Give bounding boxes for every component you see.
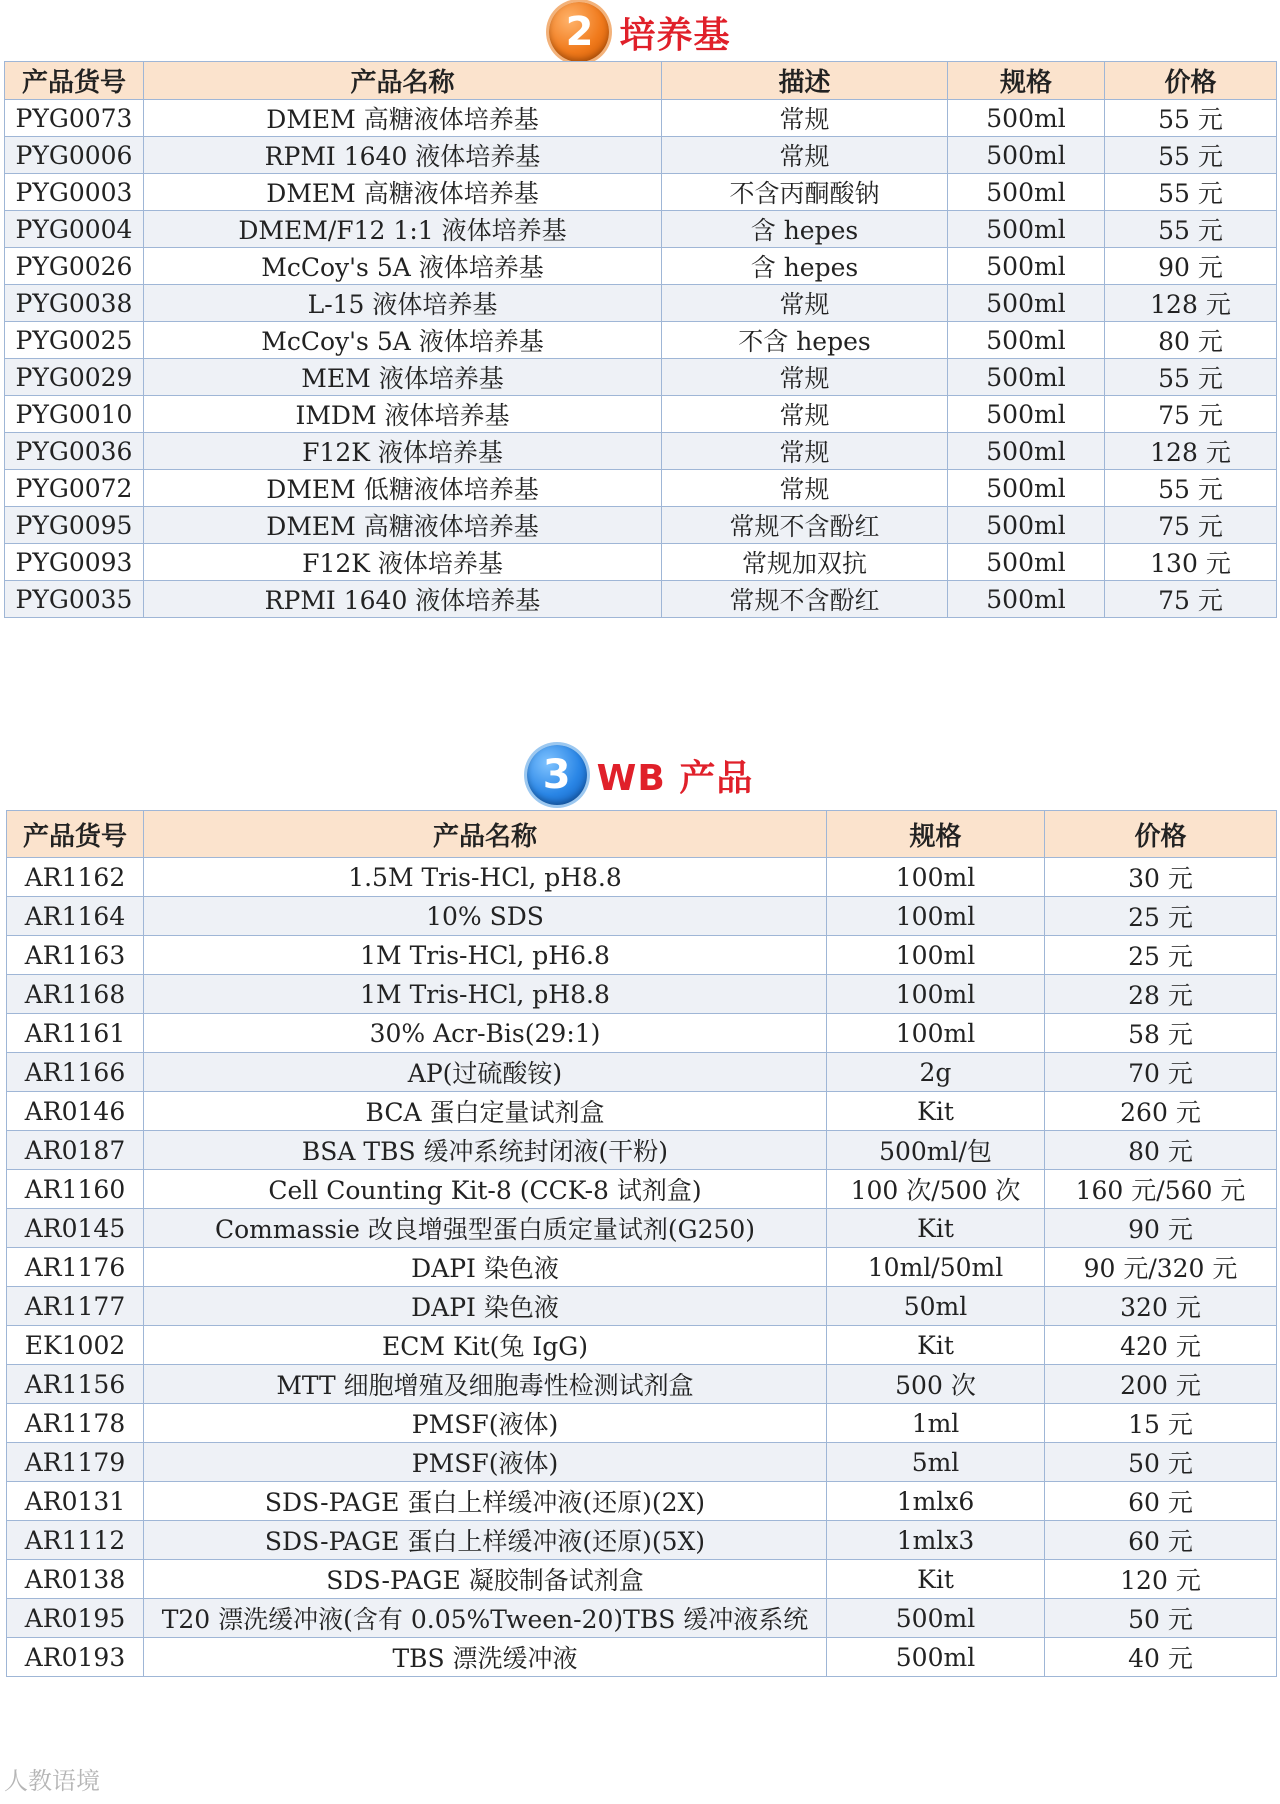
cell-price: 120 元 — [1045, 1560, 1277, 1599]
cell-price: 55 元 — [1105, 174, 1277, 211]
cell-product-code: PYG0036 — [5, 433, 144, 470]
cell-spec: 500ml — [948, 137, 1105, 174]
cell-product-code: AR1162 — [7, 858, 144, 897]
table-row — [5, 507, 1277, 544]
cell-product-code: AR0138 — [7, 1560, 144, 1599]
cell-price: 160 元/560 元 — [1045, 1170, 1277, 1209]
wb-products-table — [6, 810, 1277, 1677]
table-row — [5, 174, 1277, 211]
cell-spec: 500ml — [948, 174, 1105, 211]
cell-product-name: AP(过硫酸铵) — [144, 1053, 827, 1092]
cell-price: 28 元 — [1045, 975, 1277, 1014]
cell-description: 含 hepes — [662, 248, 948, 285]
cell-product-code: PYG0025 — [5, 322, 144, 359]
cell-price: 15 元 — [1045, 1404, 1277, 1443]
cell-product-code: PYG0093 — [5, 544, 144, 581]
cell-spec: 5ml — [827, 1443, 1045, 1482]
cell-spec: 1ml — [827, 1404, 1045, 1443]
cell-spec: 2g — [827, 1053, 1045, 1092]
table-row — [5, 248, 1277, 285]
cell-description: 常规 — [662, 285, 948, 322]
table-row — [5, 137, 1277, 174]
table-row — [7, 1638, 1277, 1677]
table-row — [5, 544, 1277, 581]
table-row — [7, 1560, 1277, 1599]
cell-spec: 500 次 — [827, 1365, 1045, 1404]
table-row — [7, 1170, 1277, 1209]
cell-product-name: Cell Counting Kit-8 (CCK-8 试剂盒) — [144, 1170, 827, 1209]
table-row — [7, 936, 1277, 975]
cell-product-code: PYG0004 — [5, 211, 144, 248]
cell-product-name: SDS-PAGE 凝胶制备试剂盒 — [144, 1560, 827, 1599]
number-2-badge-icon: 2 — [549, 2, 609, 62]
cell-description: 常规加双抗 — [662, 544, 948, 581]
cell-product-code: AR1164 — [7, 897, 144, 936]
cell-product-name: BCA 蛋白定量试剂盒 — [144, 1092, 827, 1131]
cell-product-name: PMSF(液体) — [144, 1404, 827, 1443]
cell-product-code: PYG0003 — [5, 174, 144, 211]
header-spec: 规格 — [948, 62, 1105, 100]
cell-product-name: SDS-PAGE 蛋白上样缓冲液(还原)(2X) — [144, 1482, 827, 1521]
cell-product-code: AR1112 — [7, 1521, 144, 1560]
cell-description: 常规 — [662, 137, 948, 174]
cell-spec: 500ml — [827, 1599, 1045, 1638]
cell-price: 50 元 — [1045, 1443, 1277, 1482]
table-row — [7, 1521, 1277, 1560]
cell-product-code: AR1166 — [7, 1053, 144, 1092]
cell-description: 不含 hepes — [662, 322, 948, 359]
culture-medium-table — [4, 61, 1277, 618]
table-row — [5, 285, 1277, 322]
cell-spec: 10ml/50ml — [827, 1248, 1045, 1287]
cell-spec: 50ml — [827, 1287, 1045, 1326]
cell-price: 55 元 — [1105, 470, 1277, 507]
cell-price: 90 元 — [1045, 1209, 1277, 1248]
cell-price: 200 元 — [1045, 1365, 1277, 1404]
cell-product-name: DMEM/F12 1:1 液体培养基 — [144, 211, 662, 248]
table-row — [7, 1014, 1277, 1053]
cell-product-name: TBS 漂洗缓冲液 — [144, 1638, 827, 1677]
cell-product-name: MTT 细胞增殖及细胞毒性检测试剂盒 — [144, 1365, 827, 1404]
cell-product-name: MEM 液体培养基 — [144, 359, 662, 396]
cell-product-name: DAPI 染色液 — [144, 1248, 827, 1287]
cell-product-code: AR1163 — [7, 936, 144, 975]
cell-spec: 500ml — [948, 285, 1105, 322]
table-row — [5, 581, 1277, 618]
table-header-row — [7, 811, 1277, 858]
cell-price: 60 元 — [1045, 1482, 1277, 1521]
table-row — [7, 897, 1277, 936]
table-row — [7, 858, 1277, 897]
header-product-name: 产品名称 — [144, 811, 827, 858]
cell-product-code: PYG0072 — [5, 470, 144, 507]
cell-price: 128 元 — [1105, 433, 1277, 470]
table-row — [7, 1248, 1277, 1287]
cell-price: 75 元 — [1105, 396, 1277, 433]
cell-description: 常规 — [662, 359, 948, 396]
cell-price: 320 元 — [1045, 1287, 1277, 1326]
cell-price: 70 元 — [1045, 1053, 1277, 1092]
cell-product-code: AR0145 — [7, 1209, 144, 1248]
cell-product-name: BSA TBS 缓冲系统封闭液(干粉) — [144, 1131, 827, 1170]
cell-product-name: 1.5M Tris-HCl, pH8.8 — [144, 858, 827, 897]
cell-product-name: T20 漂洗缓冲液(含有 0.05%Tween-20)TBS 缓冲液系统 — [144, 1599, 827, 1638]
header-product-code: 产品货号 — [5, 62, 144, 100]
cell-price: 420 元 — [1045, 1326, 1277, 1365]
cell-spec: 500ml — [827, 1638, 1045, 1677]
cell-product-code: PYG0006 — [5, 137, 144, 174]
cell-price: 80 元 — [1045, 1131, 1277, 1170]
cell-product-name: DMEM 高糖液体培养基 — [144, 174, 662, 211]
cell-product-name: RPMI 1640 液体培养基 — [144, 137, 662, 174]
cell-price: 60 元 — [1045, 1521, 1277, 1560]
table-row — [5, 470, 1277, 507]
cell-spec: 500ml — [948, 433, 1105, 470]
cell-product-name: F12K 液体培养基 — [144, 433, 662, 470]
cell-product-name: PMSF(液体) — [144, 1443, 827, 1482]
cell-product-name: Commassie 改良增强型蛋白质定量试剂(G250) — [144, 1209, 827, 1248]
cell-price: 80 元 — [1105, 322, 1277, 359]
cell-product-name: DMEM 高糖液体培养基 — [144, 507, 662, 544]
cell-spec: 500ml — [948, 544, 1105, 581]
cell-product-name: 10% SDS — [144, 897, 827, 936]
cell-product-code: PYG0029 — [5, 359, 144, 396]
cell-product-code: AR0187 — [7, 1131, 144, 1170]
cell-spec: 500ml/包 — [827, 1131, 1045, 1170]
cell-spec: Kit — [827, 1560, 1045, 1599]
cell-spec: 500ml — [948, 248, 1105, 285]
cell-product-code: PYG0026 — [5, 248, 144, 285]
table-header-row — [5, 62, 1277, 100]
cell-spec: 100ml — [827, 1014, 1045, 1053]
cell-description: 常规 — [662, 396, 948, 433]
table-row — [7, 1326, 1277, 1365]
cell-spec: 500ml — [948, 507, 1105, 544]
cell-price: 260 元 — [1045, 1092, 1277, 1131]
cell-price: 55 元 — [1105, 359, 1277, 396]
cell-price: 75 元 — [1105, 581, 1277, 618]
table-row — [5, 211, 1277, 248]
cell-product-code: AR1160 — [7, 1170, 144, 1209]
cell-product-name: McCoy's 5A 液体培养基 — [144, 248, 662, 285]
cell-product-name: DMEM 高糖液体培养基 — [144, 100, 662, 137]
cell-product-name: McCoy's 5A 液体培养基 — [144, 322, 662, 359]
table-row — [7, 1209, 1277, 1248]
cell-description: 常规不含酚红 — [662, 507, 948, 544]
cell-product-code: AR1168 — [7, 975, 144, 1014]
cell-spec: 100ml — [827, 975, 1045, 1014]
cell-product-code: AR1156 — [7, 1365, 144, 1404]
cell-spec: 100 次/500 次 — [827, 1170, 1045, 1209]
number-3-badge-icon: 3 — [527, 745, 587, 805]
cell-price: 50 元 — [1045, 1599, 1277, 1638]
cell-product-name: F12K 液体培养基 — [144, 544, 662, 581]
cell-spec: 500ml — [948, 211, 1105, 248]
cell-product-name: ECM Kit(兔 IgG) — [144, 1326, 827, 1365]
cell-product-code: AR1179 — [7, 1443, 144, 1482]
cell-product-name: L-15 液体培养基 — [144, 285, 662, 322]
section-3-title — [0, 743, 1280, 807]
table-row — [7, 1365, 1277, 1404]
table-row — [7, 975, 1277, 1014]
header-product-name: 产品名称 — [144, 62, 662, 100]
cell-product-name: DAPI 染色液 — [144, 1287, 827, 1326]
table-row — [7, 1092, 1277, 1131]
cell-description: 常规 — [662, 100, 948, 137]
table-row — [7, 1287, 1277, 1326]
cell-price: 55 元 — [1105, 137, 1277, 174]
cell-price: 90 元/320 元 — [1045, 1248, 1277, 1287]
cell-product-name: 1M Tris-HCl, pH8.8 — [144, 975, 827, 1014]
table-row — [5, 433, 1277, 470]
cell-product-code: EK1002 — [7, 1326, 144, 1365]
cell-price: 58 元 — [1045, 1014, 1277, 1053]
cell-description: 常规不含酚红 — [662, 581, 948, 618]
cell-price: 75 元 — [1105, 507, 1277, 544]
table-row — [7, 1404, 1277, 1443]
section-2-title — [0, 2, 1280, 62]
cell-product-code: AR0131 — [7, 1482, 144, 1521]
cell-product-code: AR1176 — [7, 1248, 144, 1287]
cell-spec: 500ml — [948, 359, 1105, 396]
header-price: 价格 — [1045, 811, 1277, 858]
table-row — [7, 1053, 1277, 1092]
cell-spec: 100ml — [827, 936, 1045, 975]
table-row — [7, 1599, 1277, 1638]
table-row — [5, 322, 1277, 359]
cell-spec: 500ml — [948, 470, 1105, 507]
header-price: 价格 — [1105, 62, 1277, 100]
cell-product-code: PYG0095 — [5, 507, 144, 544]
cell-product-name: RPMI 1640 液体培养基 — [144, 581, 662, 618]
cell-price: 130 元 — [1105, 544, 1277, 581]
table-row — [7, 1443, 1277, 1482]
section-3-heading: WB 产品 — [596, 757, 754, 799]
cell-description: 常规 — [662, 433, 948, 470]
cell-product-name: 1M Tris-HCl, pH6.8 — [144, 936, 827, 975]
cell-spec: 1mlx6 — [827, 1482, 1045, 1521]
cell-description: 含 hepes — [662, 211, 948, 248]
cell-product-code: AR0195 — [7, 1599, 144, 1638]
cell-spec: 500ml — [948, 581, 1105, 618]
cell-product-name: SDS-PAGE 蛋白上样缓冲液(还原)(5X) — [144, 1521, 827, 1560]
cell-product-code: AR0146 — [7, 1092, 144, 1131]
table-row — [7, 1482, 1277, 1521]
cell-product-code: AR0193 — [7, 1638, 144, 1677]
cell-price: 30 元 — [1045, 858, 1277, 897]
cell-product-code: AR1161 — [7, 1014, 144, 1053]
header-description: 描述 — [662, 62, 948, 100]
cell-product-name: DMEM 低糖液体培养基 — [144, 470, 662, 507]
table-row — [5, 100, 1277, 137]
cell-price: 40 元 — [1045, 1638, 1277, 1677]
section-2-heading: 培养基 — [619, 14, 731, 56]
cell-description: 不含丙酮酸钠 — [662, 174, 948, 211]
table-row — [7, 1131, 1277, 1170]
cell-price: 25 元 — [1045, 936, 1277, 975]
cell-product-code: PYG0073 — [5, 100, 144, 137]
cell-price: 55 元 — [1105, 100, 1277, 137]
cell-price: 55 元 — [1105, 211, 1277, 248]
cell-price: 25 元 — [1045, 897, 1277, 936]
cell-spec: 500ml — [948, 100, 1105, 137]
cell-price: 128 元 — [1105, 285, 1277, 322]
header-spec: 规格 — [827, 811, 1045, 858]
cell-spec: 100ml — [827, 897, 1045, 936]
cell-product-code: AR1177 — [7, 1287, 144, 1326]
header-product-code: 产品货号 — [7, 811, 144, 858]
cell-product-code: PYG0038 — [5, 285, 144, 322]
cell-spec: Kit — [827, 1092, 1045, 1131]
cell-product-name: IMDM 液体培养基 — [144, 396, 662, 433]
cell-product-code: PYG0035 — [5, 581, 144, 618]
cell-spec: Kit — [827, 1326, 1045, 1365]
cell-product-code: PYG0010 — [5, 396, 144, 433]
cell-spec: 500ml — [948, 322, 1105, 359]
table-row — [5, 359, 1277, 396]
cell-spec: 100ml — [827, 858, 1045, 897]
cell-product-name: 30% Acr-Bis(29:1) — [144, 1014, 827, 1053]
cell-spec: 500ml — [948, 396, 1105, 433]
cell-price: 90 元 — [1105, 248, 1277, 285]
cell-spec: Kit — [827, 1209, 1045, 1248]
watermark-text: 人教语境 — [4, 1767, 100, 1795]
table-row — [5, 396, 1277, 433]
cell-spec: 1mlx3 — [827, 1521, 1045, 1560]
cell-product-code: AR1178 — [7, 1404, 144, 1443]
cell-description: 常规 — [662, 470, 948, 507]
